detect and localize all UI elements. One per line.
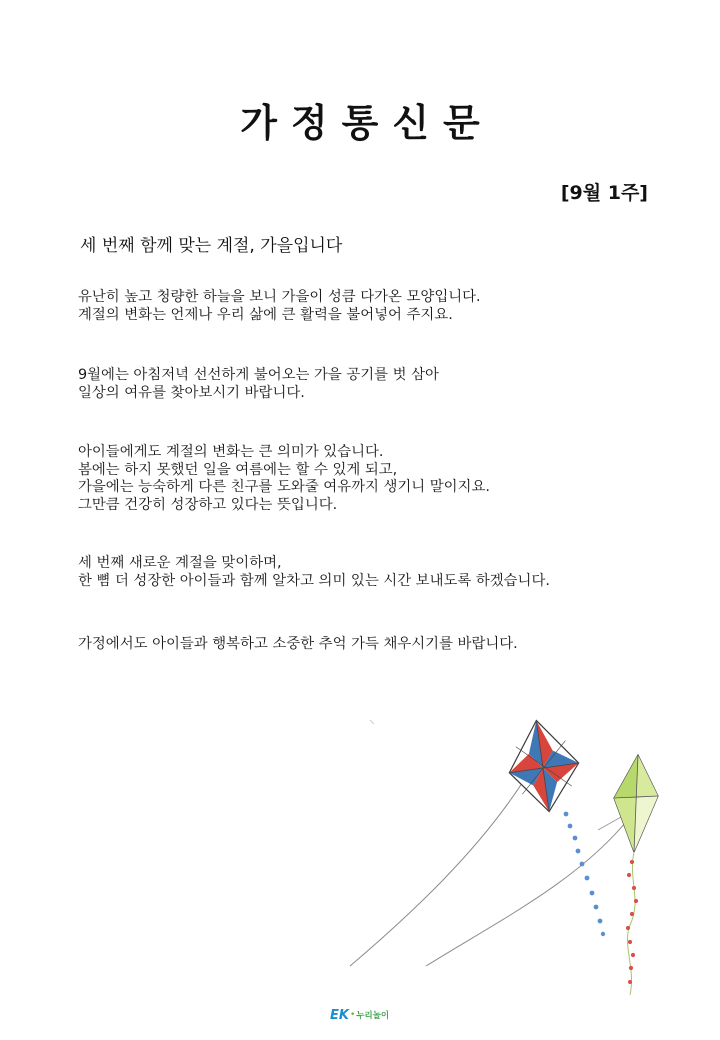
letter-subtitle: 세 번째 함께 맞는 계절, 가을입니다 — [80, 236, 343, 256]
paragraph-line: 봄에는 하지 못했던 일을 여름에는 할 수 있게 되고, — [78, 461, 398, 478]
paragraph-line: 그만큼 건강히 성장하고 있다는 뜻입니다. — [78, 496, 338, 513]
paragraph-4 — [78, 555, 678, 590]
paragraph-line: 일상의 여유를 찾아보시기 바랍니다. — [78, 384, 305, 401]
kite-string — [426, 817, 630, 966]
paragraph-line: 아이들에게도 계절의 변화는 큰 의미가 있습니다. — [78, 444, 384, 460]
nuri-play-logo — [330, 1005, 400, 1025]
paragraph-line: 한 뼘 더 성장한 아이들과 함께 알차고 의미 있는 시간 보내도록 하겠습니다. — [78, 572, 550, 589]
paragraph-line: 계절의 변화는 언제나 우리 삶에 큰 활력을 불어넣어 주지요. — [78, 306, 453, 323]
red-blue-kite — [503, 715, 585, 816]
paragraph-line: 유난히 높고 청량한 하늘을 보니 가을이 성큼 다가온 모양입니다. — [78, 289, 481, 305]
paragraph-2 — [78, 367, 678, 402]
paragraph-line: 가정에서도 아이들과 행복하고 소중한 추억 가득 채우시기를 바랍니다. — [78, 636, 518, 652]
paragraph-line: 세 번째 새로운 계절을 맞이하며, — [78, 555, 282, 571]
paragraph-line: 9월에는 아침저녁 선선하게 불어오는 가을 공기를 벗 삼아 — [78, 367, 439, 383]
red-kite-tail — [626, 860, 638, 984]
page-title: 가정통신문 — [240, 101, 494, 145]
paragraph-1 — [78, 289, 678, 324]
logo-mark: EK — [330, 1007, 349, 1023]
kite-string — [370, 720, 374, 724]
paragraph-5 — [78, 636, 678, 654]
paragraph-line: 가을에는 능숙하게 다른 친구를 도와줄 여유까지 생기니 말이지요. — [78, 479, 490, 495]
green-kite — [614, 755, 658, 852]
kite-string — [350, 777, 526, 966]
paragraph-3 — [78, 444, 678, 514]
kites-illustration — [330, 700, 710, 1000]
blue-kite-tail — [564, 812, 606, 937]
week-label: [9월 1주] — [560, 182, 648, 204]
logo-name: 누리놀이 — [356, 1011, 390, 1021]
logo-separator: • — [349, 1010, 356, 1020]
